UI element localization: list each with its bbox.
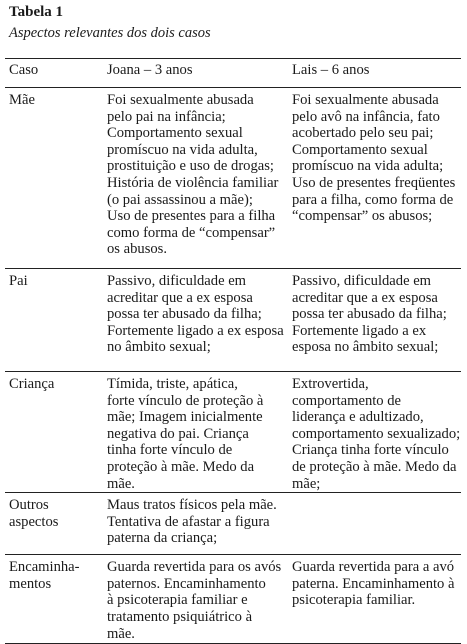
cell-text-line: Fortemente ligado a ex esposa [107,322,284,339]
cell-text-line: tratamento psiquiátrico à [107,608,253,625]
cell-text-line: de proteção à mãe. Medo da [292,458,457,475]
column-header-lais: Lais – 6 anos [288,59,461,88]
lais-cell [288,269,461,372]
cell-text-line: possa ter abusado da filha; [292,306,447,323]
cases-table [5,58,461,644]
cell-text-line: liderança e adultizado, [292,409,424,426]
joana-cell [103,269,288,372]
table-row [5,88,461,269]
cell-text-line: proteção à mãe. Medo da [107,458,255,475]
cell-text-line: Foi sexualmente abusada [292,92,439,108]
cell-text-line: Uso de presentes freqüentes [292,174,456,191]
cell-text-line: prostituição e uso de drogas; [107,158,274,175]
joana-cell [103,88,288,269]
cell-text-line: acreditar que a ex esposa [292,289,438,306]
cell-text-line: psicoterapia familiar. [292,592,416,609]
row-label-cell [5,555,103,644]
joana-cell [103,372,288,493]
cell-text-line: comportamento sexualizado; [292,425,461,442]
cell-text-line: Uso de presentes para a filha [107,208,276,225]
cell-text-line: Encaminha- [9,559,80,576]
table-row [5,269,461,372]
cell-text-line: História de violência familiar [107,174,279,191]
cell-text-line: Comportamento sexual [107,125,243,142]
cell-text-line: mãe; [292,475,321,492]
cell-text-line: aspectos [9,513,59,530]
joana-cell [103,493,288,555]
table-row [5,493,461,555]
cell-text-line: Tentativa de afastar a figura [107,513,270,530]
cell-text-line: Extrovertida, [292,376,369,392]
table-row [5,555,461,644]
cell-text-line: Maus tratos físicos pela mãe. [107,497,277,514]
cell-text-line: esposa no âmbito sexual; [292,339,439,356]
cell-text-line: paternos. Encaminhamento [107,575,266,592]
cell-text-line: Criança tinha forte vínculo [292,442,449,459]
cell-text-line: Comportamento sexual [292,141,428,158]
cell-text-line: mãe. [107,625,135,642]
cell-text-line: Guarda revertida para os avós [107,559,282,576]
cell-text-line: acobertado pelo seu pai; [292,125,434,142]
cell-text-line: promíscuo na vida adulta, [107,141,258,158]
column-header-joana: Joana – 3 anos [103,59,288,88]
cell-text-line: promíscuo na vida adulta; [292,158,444,175]
cell-text-line: Pai [9,273,28,289]
cell-text-line: paterna. Encaminhamento à [292,575,455,592]
cell-text-line: Mãe [9,92,35,108]
column-header-caso: Caso [5,59,103,88]
cell-text-line: Passivo, dificuldade em [292,273,432,289]
row-label-cell [5,269,103,372]
table-row [5,372,461,493]
table-header-row [5,59,461,88]
cell-text-line: Foi sexualmente abusada [107,92,254,108]
table-title: Tabela 1 [9,4,64,20]
cell-text-line: à psicoterapia familiar e [107,592,248,609]
cell-text-line: possa ter abusado da filha; [107,306,262,323]
row-label-cell [5,493,103,555]
cell-text-line: acreditar que a ex esposa [107,289,253,306]
cell-text-line: pelo avô na infância, fato [292,108,440,125]
cell-text-line: Fortemente ligado a ex [292,322,427,339]
cell-text-line: Passivo, dificuldade em [107,273,247,289]
cell-text-line: mentos [9,575,52,592]
cell-text-line: negativa do pai. Criança [107,425,249,442]
cell-text-line: paterna da criança; [107,530,218,547]
cell-text-line: mãe. [107,475,135,492]
lais-cell [288,88,461,269]
row-label-cell [5,88,103,269]
cell-text-line: Tímida, triste, apática, [107,376,238,392]
cell-text-line: como forma de “compensar” [107,224,276,241]
cell-text-line: (o pai assassinou a mãe); [107,191,253,208]
joana-cell [103,555,288,644]
table-subtitle: Aspectos relevantes dos dois casos [9,25,211,41]
row-label-cell [5,372,103,493]
cell-text-line: Criança [9,376,55,392]
lais-cell [288,493,461,555]
cell-text-line: Guarda revertida para a avó [292,559,455,576]
cell-text-line: tinha forte vínculo de [107,442,233,459]
cell-text-line: forte vínculo de proteção à [107,392,264,409]
cell-text-line: no âmbito sexual; [107,339,211,356]
cell-text-line: para a filha, como forma de [292,191,454,208]
lais-cell [288,372,461,493]
cell-text-line: pelo pai na infância; [107,108,226,125]
cell-text-line: “compensar” os abusos; [292,208,433,225]
cell-text-line: mãe; Imagem inicialmente [107,409,263,426]
cell-text-line: comportamento de [292,392,402,409]
cell-text-line: os abusos. [107,241,167,258]
cell-text-line: Outros [9,497,49,514]
lais-cell [288,555,461,644]
